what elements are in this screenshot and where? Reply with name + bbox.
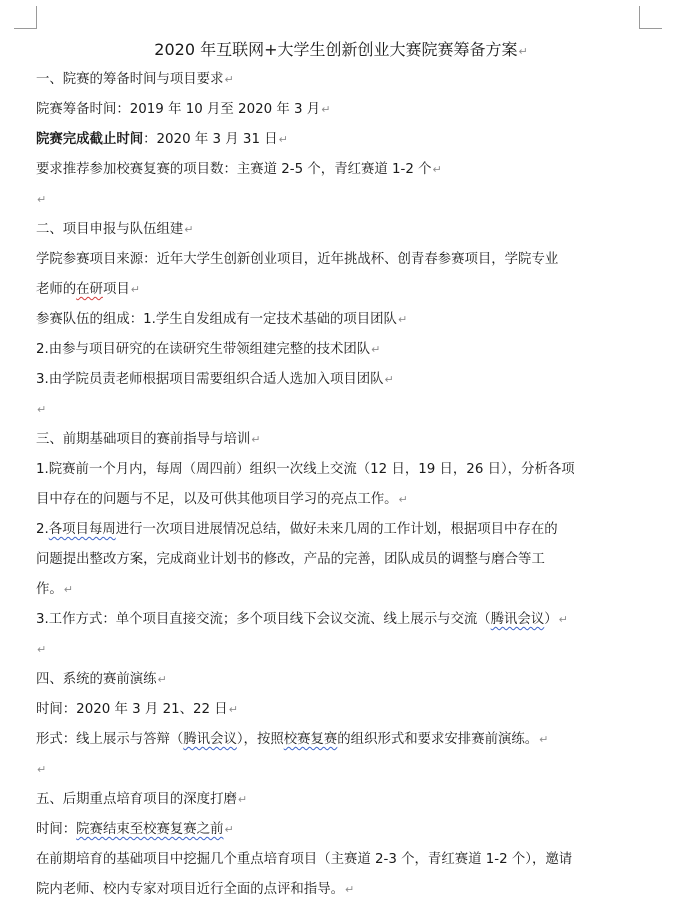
guidance-text: 作。	[36, 582, 63, 597]
title-text: 2020 年互联网+大学生创新创业大赛院赛筹备方案	[154, 40, 518, 59]
deadline-line	[36, 125, 646, 155]
rehearsal-form-text: ），按照	[236, 732, 284, 747]
heading-text: 三、前期基础项目的赛前指导与培训	[36, 432, 251, 447]
heading-text: 五、后期重点培育项目的深度打磨	[36, 792, 237, 807]
source-text: 学院参赛项目来源：近年大学生创新创业项目，近年挑战杯、创青春参赛项目，学院专业	[36, 252, 559, 267]
paragraph-mark-icon: ↵	[278, 133, 288, 146]
paragraph-mark-icon: ↵	[37, 643, 47, 656]
empty-paragraph	[36, 755, 646, 785]
paragraph-mark-icon: ↵	[398, 493, 408, 506]
rehearsal-form-text: 形式：线上展示与答辩（	[36, 732, 184, 747]
deep-polish-text: 在前期培育的基础项目中挖掘几个重点培育项目（主赛道 2-3 个，青红赛道 1-2 个），邀请	[36, 852, 573, 867]
paragraph-mark-icon: ↵	[371, 343, 381, 356]
guidance-item1-line2	[36, 485, 646, 515]
paragraph-mark-icon: ↵	[539, 733, 549, 746]
guidance-text: ）	[544, 612, 558, 627]
section1-heading	[36, 65, 646, 95]
empty-paragraph	[36, 635, 646, 665]
team-text: 参赛队伍的组成：1.学生自发组成有一定技术基础的项目团队	[36, 312, 397, 327]
paragraph-mark-icon: ↵	[237, 793, 248, 806]
grammar-flag: 校赛复赛	[283, 732, 338, 747]
team-item-2	[36, 335, 646, 365]
guidance-item2-line2	[36, 545, 646, 575]
project-source-line1	[36, 245, 646, 275]
paragraph-mark-icon: ↵	[397, 313, 408, 326]
paragraph-mark-icon: ↵	[37, 763, 47, 776]
section3-heading	[36, 425, 646, 455]
deadline-value: ：2020 年 3 月 31 日	[143, 132, 278, 147]
empty-paragraph	[36, 395, 646, 425]
paragraph-mark-icon: ↵	[37, 193, 47, 206]
spellcheck-flag: 在研	[76, 282, 103, 297]
rehearsal-time-text: 时间：2020 年 3 月 21、22 日	[36, 702, 228, 717]
guidance-text: 1.院赛前一个月内，每周（周四前）组织一次线上交流（12 日，19 日，26 日），分析各项	[36, 462, 575, 477]
paragraph-mark-icon: ↵	[63, 583, 73, 596]
paragraph-mark-icon: ↵	[228, 703, 238, 716]
grammar-flag: 院赛结束至校赛复赛之前	[76, 822, 224, 837]
paragraph-mark-icon: ↵	[251, 433, 261, 446]
paragraph-mark-icon: ↵	[157, 673, 167, 686]
heading-text: 一、院赛的筹备时间与项目要求	[36, 72, 224, 87]
deep-polish-text: 院内老师、校内专家对项目近行全面的点评和指导。	[36, 882, 344, 897]
rehearsal-time-line	[36, 695, 646, 725]
paragraph-mark-icon: ↵	[384, 373, 394, 386]
requirement-line	[36, 155, 646, 185]
guidance-item2-line3	[36, 575, 646, 605]
paragraph-mark-icon: ↵	[37, 403, 47, 416]
empty-paragraph	[36, 185, 646, 215]
source-text: 项目	[102, 282, 130, 297]
source-text: 老师的	[36, 282, 77, 297]
grammar-flag: 各项目每周	[48, 522, 116, 537]
page-corner-mark-top-right	[639, 6, 662, 29]
project-source-line2	[36, 275, 646, 305]
paragraph-mark-icon: ↵	[518, 45, 528, 58]
heading-text: 二、项目申报与队伍组建	[36, 222, 184, 237]
section2-heading	[36, 215, 646, 245]
deep-polish-line1	[36, 845, 646, 875]
document-page[interactable]	[36, 37, 646, 905]
rehearsal-form-line	[36, 725, 646, 755]
requirement-text: 要求推荐参加校赛复赛的项目数：主赛道 2-5 个，青红赛道 1-2 个	[36, 162, 432, 177]
paragraph-mark-icon: ↵	[130, 283, 140, 296]
guidance-text: 目中存在的问题与不足，以及可供其他项目学习的亮点工作。	[36, 492, 398, 507]
team-text: 2.由参与项目研究的在读研究生带领组建完整的技术团队	[36, 342, 371, 357]
guidance-text: 问题提出整改方案，完成商业计划书的修改，产品的完善，团队成员的调整与磨合等工	[36, 552, 545, 567]
paragraph-mark-icon: ↵	[432, 163, 442, 176]
prep-time-text: 院赛筹备时间：2019 年 10 月至 2020 年 3 月	[36, 102, 321, 117]
prep-time-line	[36, 95, 646, 125]
grammar-flag: 腾讯会议	[183, 732, 237, 747]
team-text: 3.由学院员责老师根据项目需要组织合适人选加入项目团队	[36, 372, 384, 387]
guidance-text: 3.工作方式：单个项目直接交流；多个项目线下会议交流、线上展示与交流（	[36, 612, 491, 627]
paragraph-mark-icon: ↵	[184, 223, 194, 236]
paragraph-mark-icon: ↵	[224, 73, 234, 86]
section5-heading	[36, 785, 646, 815]
page-corner-mark-top-left	[14, 6, 37, 29]
deadline-label: 院赛完成截止时间	[36, 132, 144, 147]
document-title	[36, 37, 646, 63]
paragraph-mark-icon: ↵	[558, 613, 568, 626]
paragraph-mark-icon: ↵	[344, 883, 355, 896]
heading-text: 四、系统的赛前演练	[36, 672, 157, 687]
guidance-text: 进行一次项目进展情况总结，做好未来几周的工作计划，根据项目中存在的	[115, 522, 558, 537]
paragraph-mark-icon: ↵	[224, 823, 234, 836]
team-item-3	[36, 365, 646, 395]
guidance-item2-line1	[36, 515, 646, 545]
guidance-item3	[36, 605, 646, 635]
rehearsal-form-text: 的组织形式和要求安排赛前演练。	[337, 732, 539, 747]
paragraph-mark-icon: ↵	[321, 103, 331, 116]
grammar-flag: 腾讯会议	[490, 612, 545, 627]
guidance-text: 2.	[36, 522, 49, 537]
section4-heading	[36, 665, 646, 695]
deep-polish-time-line	[36, 815, 646, 845]
team-composition-line	[36, 305, 646, 335]
deep-polish-line2	[36, 875, 646, 905]
guidance-item1-line1	[36, 455, 646, 485]
deep-polish-time-text: 时间：	[36, 822, 77, 837]
